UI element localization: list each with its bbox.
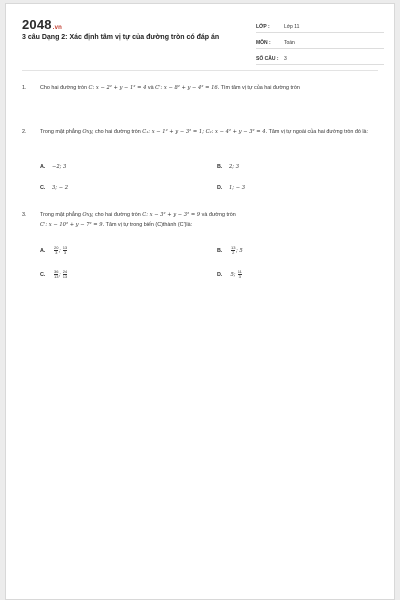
site-logo[interactable]: 2048.vn <box>22 17 63 32</box>
question-3-text: Trong mặt phẳng Oxy, cho hai đường tròn C: x − 3² + y − 3² = 9 và đường tròn C': x − 10² + y − 7² = 9. Tâm vị tự trong biến (C)thành (C')là: <box>40 212 236 228</box>
meta-info <box>256 18 384 66</box>
document-page <box>5 3 395 600</box>
meta-row-class: LỚP : Lớp 11 <box>256 18 384 33</box>
option-2d[interactable]: D. 1; − 3 <box>217 185 245 191</box>
option-2a[interactable]: A. −2; 3 <box>40 164 67 170</box>
question-1: 1. Cho hai đường tròn C: x − 2² + y − 1² = 4 và C': x − 8² + y − 4² = 16. Tìm tâm vị tự của hai đường tròn <box>22 84 377 94</box>
meta-row-subject: MÔN : Toán <box>256 34 384 49</box>
option-3d[interactable]: D. 5; $\frac{11}{3}$ <box>217 269 242 279</box>
option-2c[interactable]: C. 3; − 2 <box>40 185 68 191</box>
meta-row-count: SỐ CÂU : 3 <box>256 50 384 65</box>
option-3a[interactable]: A. $\frac{20}{3}$ ; $\frac{13}{3}$ <box>40 245 68 255</box>
option-2b[interactable]: B. 2; 3 <box>217 164 239 170</box>
question-2-text: Trong mặt phẳng Oxy, cho hai đường tròn C₁: x − 1² + y − 3² = 1; C₂: x − 4² + y − 3² = 4. Tâm vị tự ngoài của hai đường tròn đó là: <box>40 129 369 135</box>
option-3c[interactable]: C. $\frac{36}{13}$ ; $\frac{24}{13}$ <box>40 269 68 279</box>
page-title: 3 câu Dạng 2: Xác định tâm vị tự của đường tròn có đáp án <box>22 34 220 41</box>
option-3b[interactable]: B. $\frac{13}{2}$ ; 5 <box>217 245 243 255</box>
question-1-text: Cho hai đường tròn C: x − 2² + y − 1² = 4 và C': x − 8² + y − 4² = 16. Tìm tâm vị tự của hai đường tròn <box>40 85 300 91</box>
header-divider <box>22 70 378 71</box>
question-3: 3. Trong mặt phẳng Oxy, cho hai đường tròn C: x − 3² + y − 3² = 9 và đường tròn C': x − 10² + y − 7² = 9. Tâm vị tự trong biến (C)thành (C')là: <box>22 211 377 230</box>
question-2: 2. Trong mặt phẳng Oxy, cho hai đường tròn C₁: x − 1² + y − 3² = 1; C₂: x − 4² + y − 3² = 4. Tâm vị tự ngoài của hai đường tròn đó là: <box>22 128 377 138</box>
